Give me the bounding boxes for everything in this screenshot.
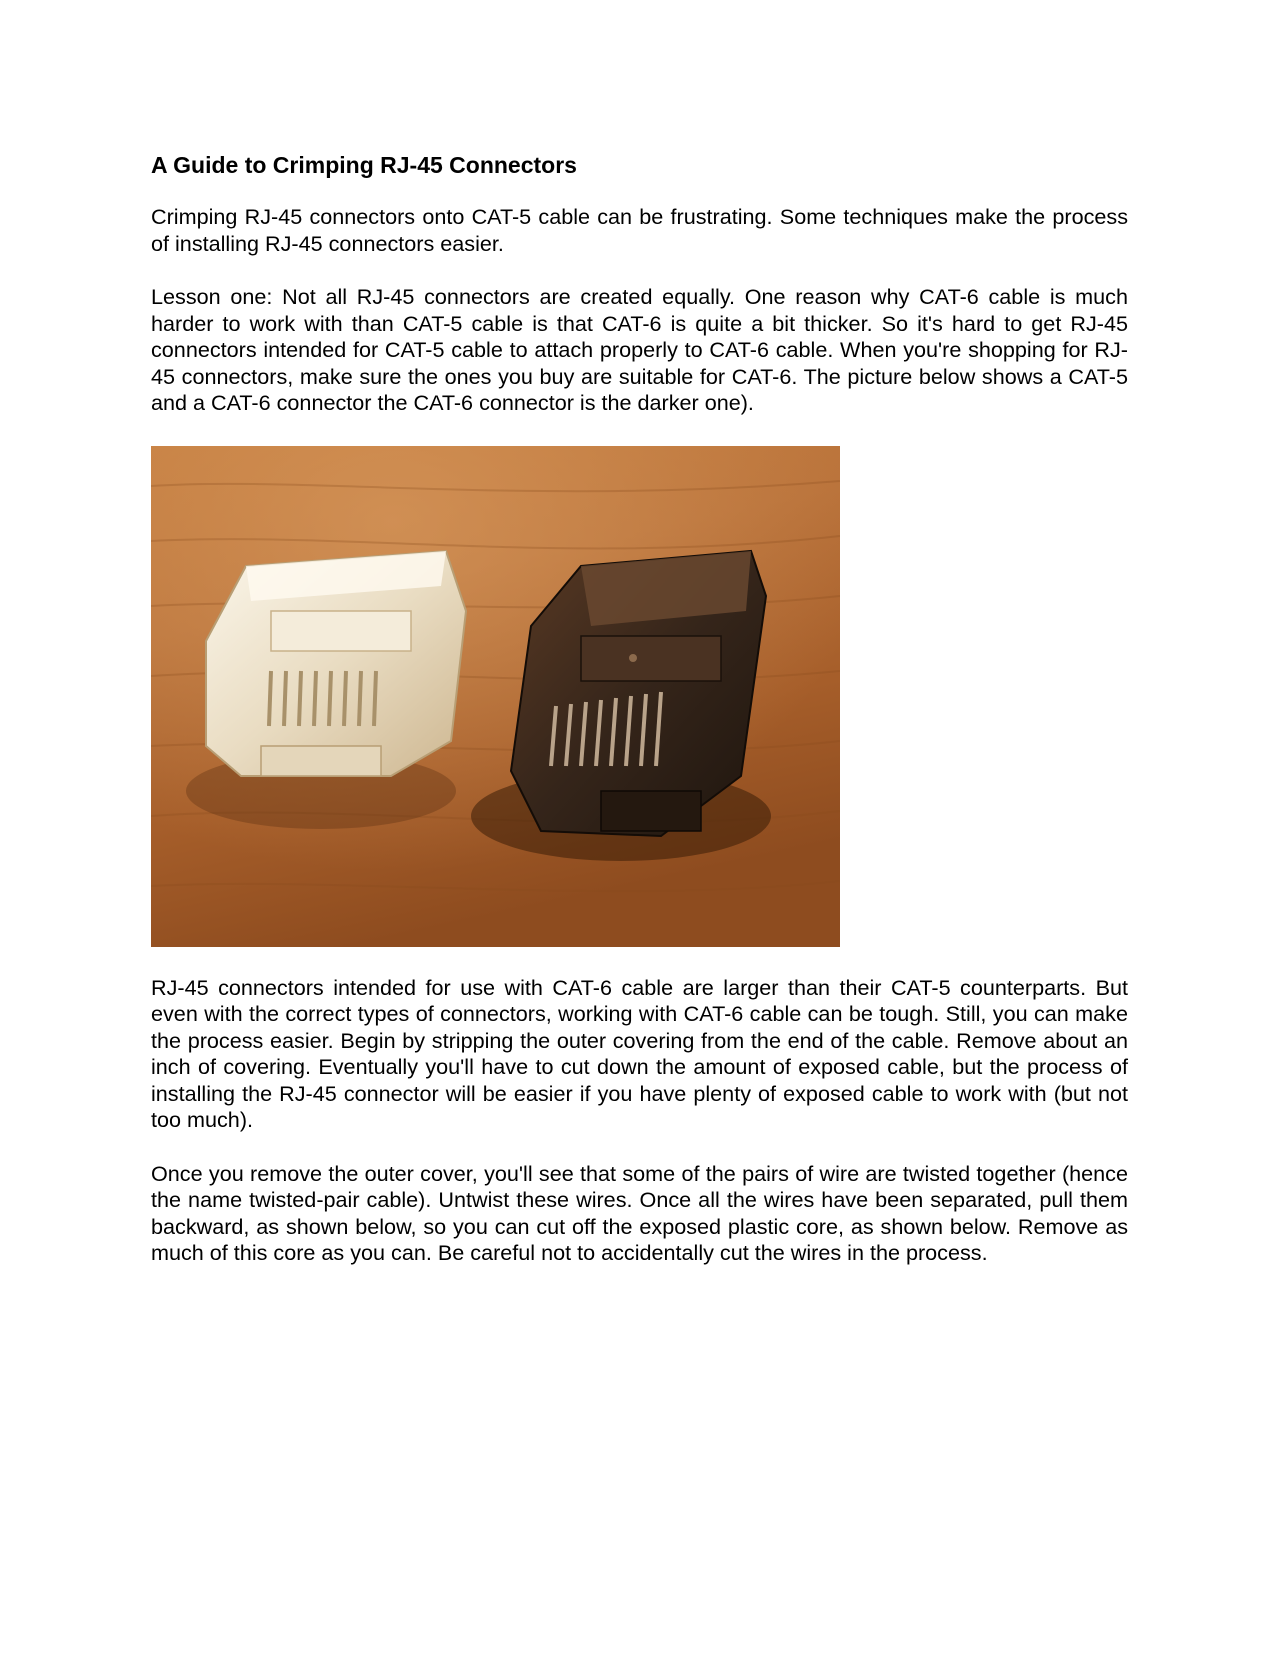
document-title: A Guide to Crimping RJ-45 Connectors bbox=[151, 152, 577, 178]
paragraph-intro: Crimping RJ-45 connectors onto CAT-5 cable can be frustrating. Some techniques make the process of installing RJ-45 connectors easier. bbox=[151, 204, 1128, 256]
connectors-photo-graphic bbox=[151, 446, 840, 947]
paragraph-untwist-wires: Once you remove the outer cover, you'll see that some of the pairs of wire are twisted together (hence the name twisted-pair cable). Untwist these wires. Once all the wires have been separated, pull them backward, as shown below, so you can cut off the exposed plastic core, as shown below. Remove as much of this core as you can. Be careful not to accidentally cut the wires in the process. bbox=[151, 1160, 1128, 1265]
paragraph-cat6-size: RJ-45 connectors intended for use with CAT-6 cable are larger than their CAT-5 counterparts. But even with the correct types of connectors, working with CAT-6 cable can be tough. Still, you can make the process easier. Begin by stripping the outer covering from the end of the cable. Remove about an inch of covering. Eventually you'll have to cut down the amount of exposed cable, but the process of installing the RJ-45 connector will be easier if you have plenty of exposed cable to work with (but not too much). bbox=[151, 974, 1128, 1132]
connectors-photo bbox=[151, 446, 840, 947]
cat5-connector bbox=[206, 551, 466, 776]
document-body bbox=[151, 148, 1128, 1267]
paragraph-lesson-one: Lesson one: Not all RJ-45 connectors are created equally. One reason why CAT-6 cable is much harder to work with than CAT-5 cable is that CAT-6 is quite a bit thicker. So it's hard to get RJ-45 connectors intended for CAT-5 cable to attach properly to CAT-6 cable. When you're shopping for RJ-45 connectors, make sure the ones you buy are suitable for CAT-6. The picture below shows a CAT-5 and a CAT-6 connector the CAT-6 connector is the darker one). bbox=[151, 284, 1128, 415]
